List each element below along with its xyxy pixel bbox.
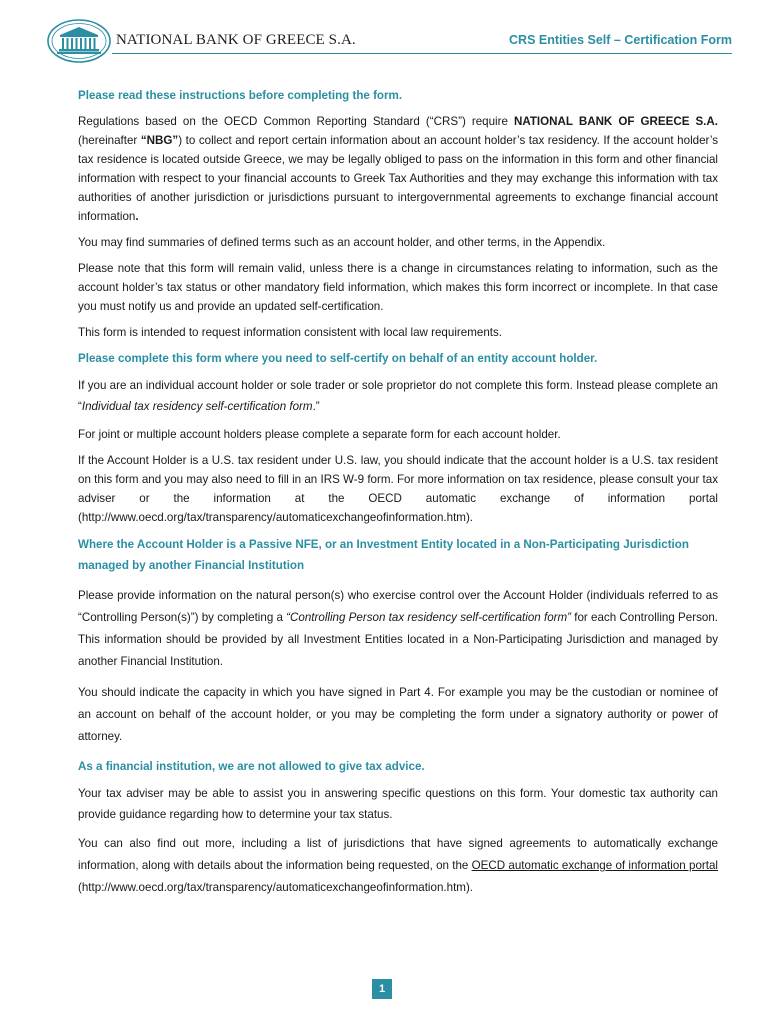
paragraph-controlling-persons	[78, 585, 718, 673]
form-title: CRS Entities Self – Certification Form	[509, 33, 732, 47]
paragraph-tax-adviser: Your tax adviser may be able to assist you in answering specific questions on this form. Your domestic tax authority can provide guidance regarding how to determine your tax status.	[78, 787, 718, 821]
entity-heading: Please complete this form where you need to self-certify on behalf of an entity account holder.	[78, 352, 598, 365]
paragraph-text: Regulations based on the OECD Common Reporting Standard (“CRS”) require	[78, 115, 514, 128]
instructions-body	[78, 86, 718, 908]
page-number: 1	[372, 979, 392, 999]
paragraph-text: ) to collect and report certain information about an account holder’s tax residency. If the account holder’s tax residence is located outside Greece, we may be legally obliged to pass on the information in this form and other financial information with respect to your financial accounts to Greek Tax Authorities and they may exchange this information with tax authorities of another jurisdiction or jurisdictions pursuant to intergovernmental agreements to exchange financial account information	[78, 134, 718, 223]
bank-name-bold: NATIONAL BANK OF GREECE S.A.	[513, 115, 718, 128]
paragraph-oecd-portal	[78, 833, 718, 899]
individual-form-name: Individual tax residency self-certification form	[81, 400, 313, 413]
header-divider	[112, 53, 732, 54]
page-header	[46, 18, 732, 64]
paragraph-text: (hereinafter	[78, 134, 141, 147]
paragraph-joint-holders: For joint or multiple account holders please complete a separate form for each account holder.	[78, 428, 561, 441]
paragraph-text: (http://www.oecd.org/tax/transparency/automaticexchangeofinformation.htm).	[78, 881, 474, 894]
paragraph-individual-holder	[78, 375, 718, 417]
paragraph-text: for each Controlling Person. This information should be provided by all Investment Entities located in a Non-Participating Jurisdiction and managed by another Financial Institution.	[78, 611, 719, 668]
paragraph-crs-regulations	[78, 112, 718, 226]
bank-logo-icon	[46, 18, 112, 64]
paragraph-us-tax-resident: If the Account Holder is a U.S. tax resident under U.S. law, you should indicate that the account holder is a U.S. tax resident on this form and you may also need to fill in an IRS W-9 form. For more information on tax residence, please consult your tax adviser or the information at the OECD automatic exchange of information portal (http://www.oecd.org/tax/transparency/automaticexchangeofinformation.htm).	[78, 454, 718, 524]
passive-nfe-heading: Where the Account Holder is a Passive NFE, or an Investment Entity located in a Non-Participating Jurisdiction managed by another Financial Institution	[78, 538, 689, 572]
paragraph-end: .	[135, 210, 139, 223]
paragraph-text: If you are an individual account holder or sole trader or sole proprietor do not complete this form. Instead please complete an “	[78, 379, 718, 413]
oecd-portal-link[interactable]: OECD automatic exchange of information portal	[471, 859, 719, 872]
tax-advice-heading: As a financial institution, we are not allowed to give tax advice.	[78, 760, 425, 773]
paragraph-text: Please provide information on the natural person(s) who exercise control over the Account Holder (individuals referred to as “Controlling Person(s)”) by completing a	[78, 589, 718, 624]
paragraph-signing-capacity: You should indicate the capacity in which you have signed in Part 4. For example you may be the custodian or nominee of an account on behalf of the account holder, or you may be completing the form under a signatory authority or power of attorney.	[78, 686, 718, 743]
paragraph-text: .”	[312, 400, 320, 413]
paragraph-defined-terms: You may find summaries of defined terms such as an account holder, and other terms, in the Appendix.	[78, 236, 606, 249]
paragraph-form-validity: Please note that this form will remain valid, unless there is a change in circumstances relating to information, such as the account holder’s tax status or other mandatory field information, which makes this form incorrect or incomplete. In that case you must notify us and provide an updated self-certification.	[78, 262, 718, 313]
paragraph-text: You can also find out more, including a list of jurisdictions that have signed agreements to automatically exchange information, along with details about the information being requested, on the	[78, 837, 718, 872]
instructions-heading: Please read these instructions before completing the form.	[78, 89, 403, 102]
nbg-abbreviation: “NBG”	[140, 134, 179, 147]
paragraph-local-law: This form is intended to request information consistent with local law requirements.	[78, 326, 503, 339]
bank-name: NATIONAL BANK OF GREECE S.A.	[116, 32, 356, 48]
controlling-person-form-name: “Controlling Person tax residency self-certification form”	[286, 611, 572, 624]
